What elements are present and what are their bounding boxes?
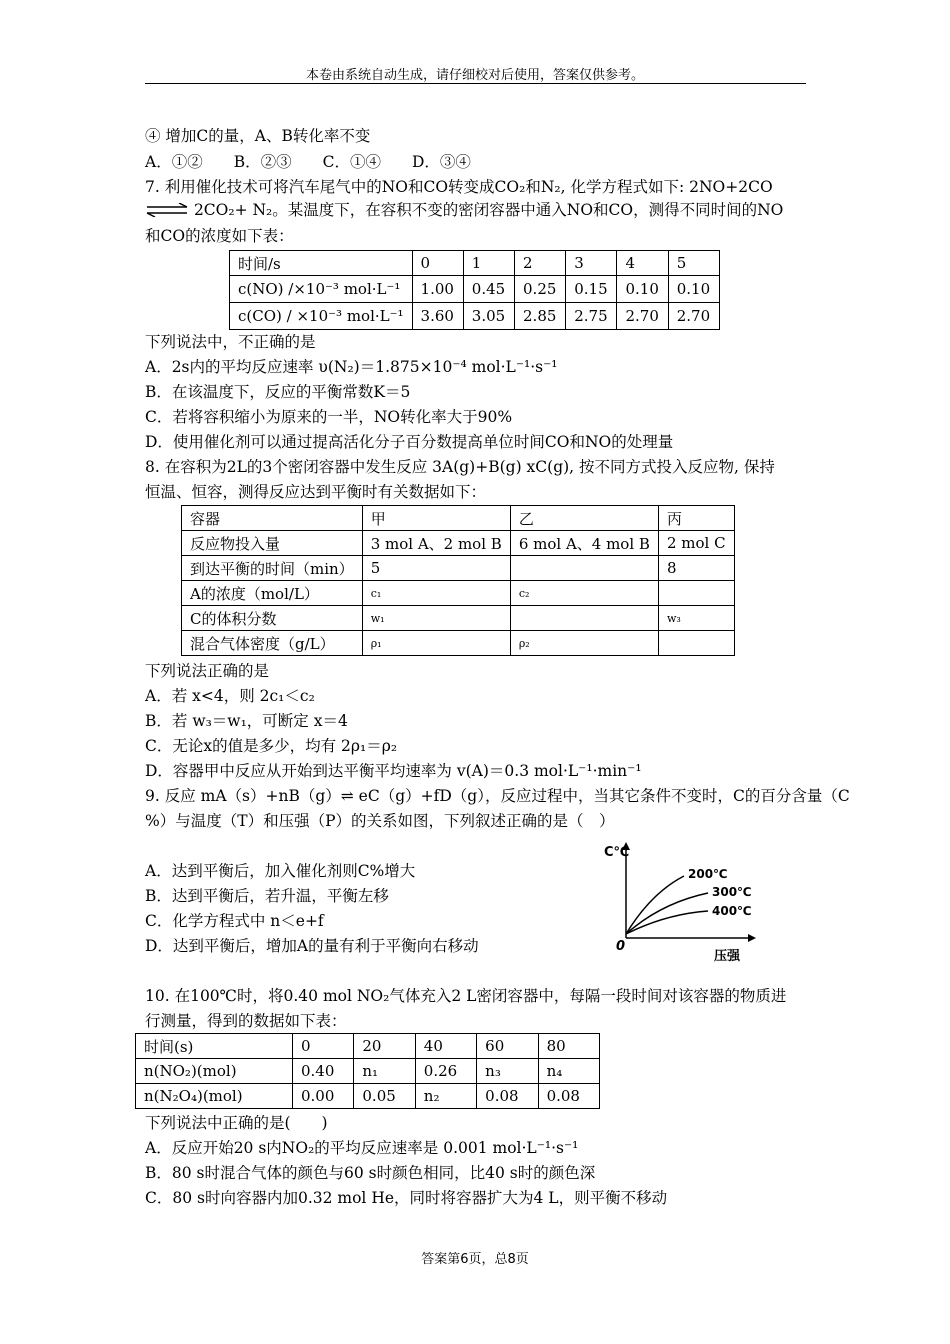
q7-option-d: D．使用催化剂可以通过提高活化分子百分数提高单位时间CO和NO的处理量 bbox=[145, 433, 674, 451]
table-cell: 0 bbox=[412, 251, 463, 276]
q8-question: 下列说法正确的是 bbox=[145, 662, 270, 680]
table-cell: 40 bbox=[415, 1034, 476, 1059]
table-cell: n(NO₂)(mol) bbox=[136, 1059, 293, 1084]
table-cell: 反应物投入量 bbox=[182, 531, 363, 556]
q10-question: 下列说法中正确的是( ) bbox=[145, 1114, 328, 1132]
table-row bbox=[230, 276, 720, 303]
table-cell: 0.08 bbox=[538, 1084, 599, 1109]
table-cell: 0.08 bbox=[477, 1084, 538, 1109]
table-cell: 1.00 bbox=[412, 276, 463, 303]
table-cell: n(N₂O₄)(mol) bbox=[136, 1084, 293, 1109]
q10-option-c: C．80 s时向容器内加0.32 mol He，同时将容器扩大为4 L，则平衡不移动 bbox=[145, 1189, 668, 1207]
q8-stem-line1: 8. 在容积为2L的3个密闭容器中发生反应 3A(g)+B(g) xC(g), 按不同方式投入反应物, 保持 bbox=[145, 458, 775, 476]
table-cell: 3.60 bbox=[412, 303, 463, 330]
page-footer: 答案第6页，总8页 bbox=[421, 1252, 529, 1267]
q10-option-b: B．80 s时混合气体的颜色与60 s时颜色相同，比40 s时的颜色深 bbox=[145, 1164, 596, 1182]
q7-option-c: C．若将容积缩小为原来的一半，NO转化率大于90% bbox=[145, 408, 513, 426]
table-cell: 0.00 bbox=[293, 1084, 354, 1109]
table-cell: 0.05 bbox=[354, 1084, 415, 1109]
table-cell: ρ₂ bbox=[510, 631, 658, 656]
table-cell: 2.70 bbox=[617, 303, 668, 330]
table-cell: 时间(s) bbox=[136, 1034, 293, 1059]
table-cell: n₄ bbox=[538, 1059, 599, 1084]
table-row bbox=[182, 581, 735, 606]
table-cell: 时间/s bbox=[230, 251, 413, 276]
table-cell: 0.10 bbox=[617, 276, 668, 303]
q9-percentage-pressure-graph bbox=[596, 838, 766, 968]
table-cell: 0.15 bbox=[566, 276, 617, 303]
q7-stem-line2: 2CO₂+ N₂。某温度下，在容积不变的密闭容器中通入NO和CO，测得不同时间的NO bbox=[193, 201, 784, 219]
q7-question: 下列说法中，不正确的是 bbox=[145, 333, 316, 351]
table-cell bbox=[510, 606, 658, 631]
table-row bbox=[182, 631, 735, 656]
table-cell: ρ₁ bbox=[362, 631, 510, 656]
table-cell: 5 bbox=[362, 556, 510, 581]
page-header: 本卷由系统自动生成，请仔细校对后使用，答案仅供参考。 bbox=[305, 68, 644, 83]
table-cell: 3 bbox=[566, 251, 617, 276]
table-cell: 6 mol A、4 mol B bbox=[510, 531, 658, 556]
table-cell: 0.45 bbox=[463, 276, 514, 303]
q9-option-b: B．达到平衡后，若升温，平衡左移 bbox=[145, 887, 389, 905]
table-cell: 0.10 bbox=[668, 276, 719, 303]
table-row bbox=[230, 251, 720, 276]
q10-option-a: A．反应开始20 s内NO₂的平均反应速率是 0.001 mol·L⁻¹·s⁻¹ bbox=[145, 1139, 579, 1157]
table-cell bbox=[658, 581, 734, 606]
table-cell: w₃ bbox=[658, 606, 734, 631]
q8-option-c: C．无论x的值是多少，均有 2ρ₁＝ρ₂ bbox=[145, 737, 398, 755]
table-cell: c₂ bbox=[510, 581, 658, 606]
q7-stem-line3: 和CO的浓度如下表： bbox=[145, 227, 294, 245]
table-cell: n₃ bbox=[477, 1059, 538, 1084]
q9-option-c: C．化学方程式中 n＜e+f bbox=[145, 912, 324, 930]
graph-x-label: 压强 bbox=[714, 949, 741, 964]
table-cell: 到达平衡的时间（min） bbox=[182, 556, 363, 581]
q9-stem-line1: 9. 反应 mA（s）+nB（g）⇌ eC（g）+fD（g），反应过程中，当其它条件不变时，C的百分含量（C bbox=[145, 787, 850, 805]
table-cell: 8 bbox=[658, 556, 734, 581]
table-cell: n₁ bbox=[354, 1059, 415, 1084]
q7-option-b: B．在该温度下，反应的平衡常数K＝5 bbox=[145, 383, 411, 401]
table-cell: 2.75 bbox=[566, 303, 617, 330]
table-cell: n₂ bbox=[415, 1084, 476, 1109]
table-cell: 2 mol C bbox=[658, 531, 734, 556]
table-cell: w₁ bbox=[362, 606, 510, 631]
table-cell: c(NO) /×10⁻³ mol·L⁻¹ bbox=[230, 276, 413, 303]
table-cell bbox=[510, 556, 658, 581]
table-cell: 0.40 bbox=[293, 1059, 354, 1084]
table-cell: 3 mol A、2 mol B bbox=[362, 531, 510, 556]
curve-label-400: 400℃ bbox=[712, 904, 752, 918]
table-cell bbox=[658, 631, 734, 656]
q6-item-4: ④ 增加C的量，A、B转化率不变 bbox=[145, 127, 371, 145]
table-cell: 0.26 bbox=[415, 1059, 476, 1084]
table-cell: 0 bbox=[293, 1034, 354, 1059]
table-cell: 20 bbox=[354, 1034, 415, 1059]
table-cell: 80 bbox=[538, 1034, 599, 1059]
q8-option-d: D．容器甲中反应从开始到达平衡平均速率为 v(A)＝0.3 mol·L⁻¹·min⁻¹ bbox=[145, 762, 642, 780]
equilibrium-arrow-icon bbox=[145, 203, 189, 217]
header-rule bbox=[145, 83, 806, 84]
q7-option-a: A．2s内的平均反应速率 υ(N₂)＝1.875×10⁻⁴ mol·L⁻¹·s⁻¹ bbox=[145, 358, 558, 376]
table-row bbox=[136, 1034, 600, 1059]
q8-stem-line2: 恒温、恒容，测得反应达到平衡时有关数据如下： bbox=[145, 483, 487, 501]
table-cell: 60 bbox=[477, 1034, 538, 1059]
q7-stem-line1: 7. 利用催化技术可将汽车尾气中的NO和CO转变成CO₂和N₂, 化学方程式如下: 2NO+2CO bbox=[145, 178, 773, 196]
q10-stem-line2: 行测量，得到的数据如下表： bbox=[145, 1012, 347, 1030]
table-row bbox=[182, 531, 735, 556]
table-cell: c(CO) / ×10⁻³ mol·L⁻¹ bbox=[230, 303, 413, 330]
table-cell: c₁ bbox=[362, 581, 510, 606]
table-cell: 2.85 bbox=[515, 303, 566, 330]
table-cell: 容器 bbox=[182, 506, 363, 531]
table-row bbox=[136, 1059, 600, 1084]
q9-stem-line2: %）与温度（T）和压强（P）的关系如图，下列叙述正确的是（ ） bbox=[145, 812, 615, 830]
table-cell: 3.05 bbox=[463, 303, 514, 330]
q9-option-d: D．达到平衡后，增加A的量有利于平衡向右移动 bbox=[145, 937, 479, 955]
table-cell: 5 bbox=[668, 251, 719, 276]
table-cell: C的体积分数 bbox=[182, 606, 363, 631]
table-row bbox=[230, 303, 720, 330]
graph-y-label: C℃ bbox=[604, 845, 630, 860]
q7-concentration-table bbox=[229, 250, 720, 330]
q10-data-table bbox=[135, 1033, 600, 1109]
table-cell: 4 bbox=[617, 251, 668, 276]
table-cell: 2.70 bbox=[668, 303, 719, 330]
q10-stem-line1: 10. 在100℃时，将0.40 mol NO₂气体充入2 L密闭容器中，每隔一段时间对该容器的物质进 bbox=[145, 987, 787, 1005]
table-cell: 混合气体密度（g/L） bbox=[182, 631, 363, 656]
table-cell: 1 bbox=[463, 251, 514, 276]
table-cell: 2 bbox=[515, 251, 566, 276]
table-row bbox=[182, 556, 735, 581]
q6-options: A．①② B．②③ C．①④ D．③④ bbox=[145, 153, 471, 171]
table-cell: 0.25 bbox=[515, 276, 566, 303]
table-row bbox=[182, 506, 735, 531]
q9-option-a: A．达到平衡后，加入催化剂则C%增大 bbox=[145, 862, 416, 880]
table-cell: 丙 bbox=[658, 506, 734, 531]
q8-container-table bbox=[181, 505, 735, 656]
q8-option-b: B．若 w₃＝w₁，可断定 x＝4 bbox=[145, 712, 348, 730]
q8-option-a: A．若 x<4，则 2c₁＜c₂ bbox=[145, 687, 315, 705]
q7-stem-line2-wrap bbox=[145, 200, 783, 220]
x-axis-arrow-icon bbox=[748, 934, 756, 942]
curve-label-300: 300℃ bbox=[712, 885, 752, 899]
table-cell: A的浓度（mol/L） bbox=[182, 581, 363, 606]
curve-200 bbox=[626, 876, 684, 934]
table-row bbox=[182, 606, 735, 631]
curve-label-200: 200℃ bbox=[688, 867, 728, 881]
table-cell: 甲 bbox=[362, 506, 510, 531]
curve-400 bbox=[626, 911, 708, 934]
table-cell: 乙 bbox=[510, 506, 658, 531]
graph-origin-label: 0 bbox=[616, 939, 626, 954]
table-row bbox=[136, 1084, 600, 1109]
